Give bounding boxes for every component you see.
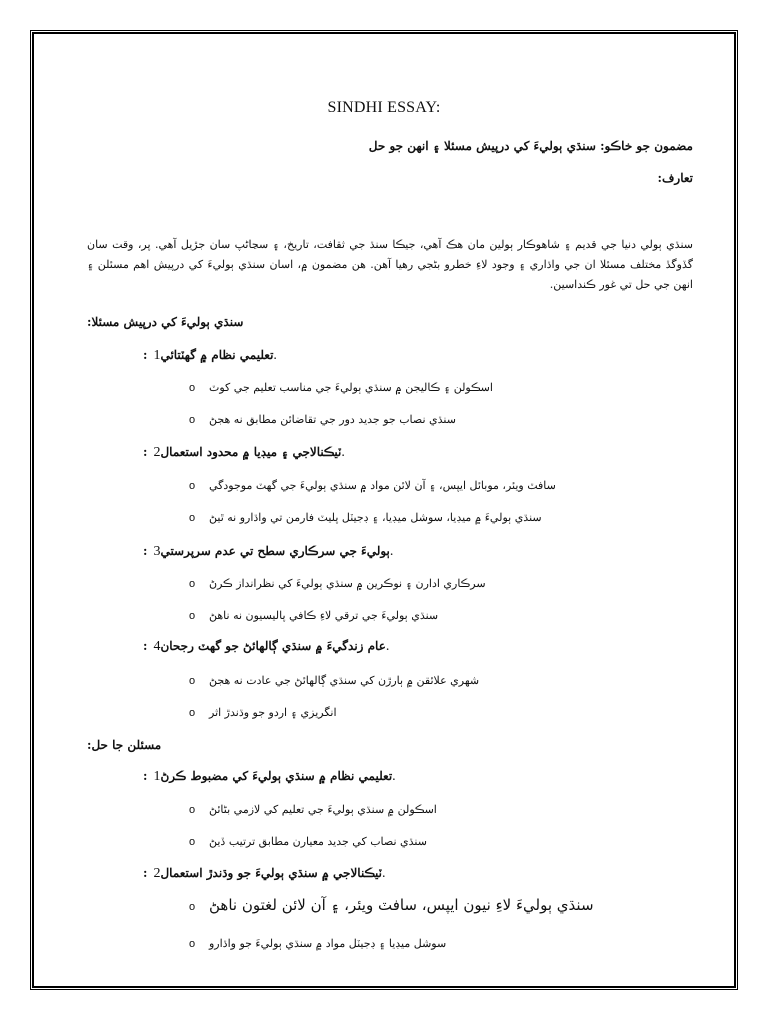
document-page [30, 30, 738, 990]
problem-4-bullet-1 [189, 674, 479, 687]
bullet-text: سرڪاري ادارن ۽ نوڪرين ۾ سنڌي ٻوليءَ کي نظرانداز ڪرڻ [209, 577, 486, 590]
problem-item-2 [143, 445, 345, 461]
bullet-text: شهري علائقن ۾ ٻارڙن کي سنڌي ڳالهائڻ جي عادت نه هجڻ [209, 674, 480, 687]
bullet-text: سنڌي ٻوليءَ ۾ ميڊيا، سوشل ميڊيا، ۽ ڊجيٽل پليٽ فارمن تي واڌارو نه ٿيڻ [209, 511, 542, 524]
problem-item-4-number: 4. [153, 639, 390, 654]
bullet-marker: o [189, 707, 196, 719]
bullet-marker: o [189, 610, 196, 622]
solution-1-bullet-1 [189, 803, 437, 816]
solution-2-bullet-2 [189, 937, 446, 950]
bullet-text: سافٽ ويئر، موبائل ايپس، ۽ آن لائن مواد ۾ سنڌي ٻوليءَ جي گهٽ موجودگي [209, 479, 556, 492]
bullet-text: سنڌي نصاب کي جديد معيارن مطابق ترتيب ڏيڻ [209, 835, 427, 848]
problem-item-3-number: 3. [153, 544, 394, 559]
intro-heading: تعارف: [657, 171, 693, 185]
problem-item-1-number: 1. [153, 348, 277, 363]
problem-item-2-label: :ٽيڪنالاجي ۽ ميڊيا ۾ محدود استعمال [143, 445, 342, 459]
intro-paragraph: سنڌي ٻولي دنيا جي قديم ۽ شاهوڪار ٻولين مان هڪ آهي، جيڪا سنڌ جي ثقافت، تاريخ، ۽ سڃاڻپ سان جڙيل آهي. پر، وقت سان گڏوگڏ مختلف مسئلا ان جي واڌاري ۽ وجود لاءِ خطرو بڻجي رهيا آهن. هن مضمون ۾، اسان سنڌي ٻوليءَ کي درپيش اهم مسئلن ۽ انهن جي حل تي غور ڪنداسين. [87, 238, 693, 291]
problem-item-3-label: :ٻوليءَ جي سرڪاري سطح تي عدم سرپرستي [143, 544, 390, 558]
bullet-marker: o [189, 512, 196, 524]
bullet-text: انگريزي ۽ اردو جو وڌندڙ اثر [209, 706, 337, 719]
solution-item-1 [143, 769, 396, 785]
bullet-marker: o [189, 836, 196, 848]
problem-item-4-label: :عام زندگيءَ ۾ سنڌي ڳالهائڻ جو گهٽ رجحان [143, 639, 386, 653]
solutions-heading: :مسئلن جا حل [87, 738, 162, 752]
problems-heading: :سنڌي ٻوليءَ کي درپيش مسئلا [87, 315, 244, 329]
problem-item-2-number: 2. [153, 445, 345, 460]
bullet-marker: o [189, 578, 196, 590]
solution-item-2-number: 2. [153, 866, 386, 881]
problem-2-bullet-2 [189, 511, 542, 524]
bullet-text: سنڌي ٻوليءَ لاءِ نيون ايپس، سافٽ ويئر، ۽ آن لائن لغتون ناهڻ [209, 896, 594, 914]
problem-item-1 [143, 348, 277, 364]
problem-1-bullet-2 [189, 413, 456, 426]
problem-3-bullet-2 [189, 609, 438, 622]
essay-title: SINDHI ESSAY: [327, 99, 441, 116]
bullet-marker: o [189, 414, 196, 426]
bullet-text: سنڌي نصاب جو جديد دور جي تقاضائن مطابق نه هجڻ [209, 413, 456, 426]
solution-item-2 [143, 866, 385, 882]
problem-3-bullet-1 [189, 577, 486, 590]
problem-4-bullet-2 [189, 706, 337, 719]
bullet-text: اسڪولن ۾ سنڌي ٻوليءَ جي تعليم کي لازمي بڻائڻ [209, 803, 437, 816]
problem-item-1-label: :تعليمي نظام ۾ گهٽتائي [143, 348, 274, 362]
bullet-marker: o [189, 675, 196, 687]
bullet-marker: o [189, 382, 196, 394]
solution-item-2-label: :ٽيڪنالاجي ۾ سنڌي ٻوليءَ جو وڌندڙ استعمال [143, 866, 382, 880]
bullet-text: سوشل ميڊيا ۽ ڊجيٽل مواد ۾ سنڌي ٻوليءَ جو واڌارو [209, 937, 447, 950]
problem-item-4 [143, 639, 389, 655]
bullet-marker: o [189, 480, 196, 492]
solution-item-1-label: :تعليمي نظام ۾ سنڌي ٻوليءَ کي مضبوط ڪرڻ [143, 769, 393, 783]
problem-2-bullet-1 [189, 479, 556, 492]
problem-1-bullet-1 [189, 381, 493, 394]
essay-subject: مضمون جو خاڪو: سنڌي ٻوليءَ کي درپيش مسئلا ۽ انهن جو حل [368, 139, 693, 153]
problem-item-3 [143, 544, 393, 560]
bullet-marker: o [189, 901, 196, 913]
bullet-text: سنڌي ٻوليءَ جي ترقي لاءِ ڪافي پاليسيون نه ناهڻ [209, 609, 439, 622]
bullet-text: اسڪولن ۽ ڪاليجن ۾ سنڌي ٻوليءَ جي مناسب تعليم جي کوٽ [209, 381, 493, 394]
bullet-marker: o [189, 938, 196, 950]
bullet-marker: o [189, 804, 196, 816]
solution-item-1-number: 1. [153, 769, 396, 784]
solution-2-bullet-1 [189, 896, 594, 914]
solution-1-bullet-2 [189, 835, 427, 848]
